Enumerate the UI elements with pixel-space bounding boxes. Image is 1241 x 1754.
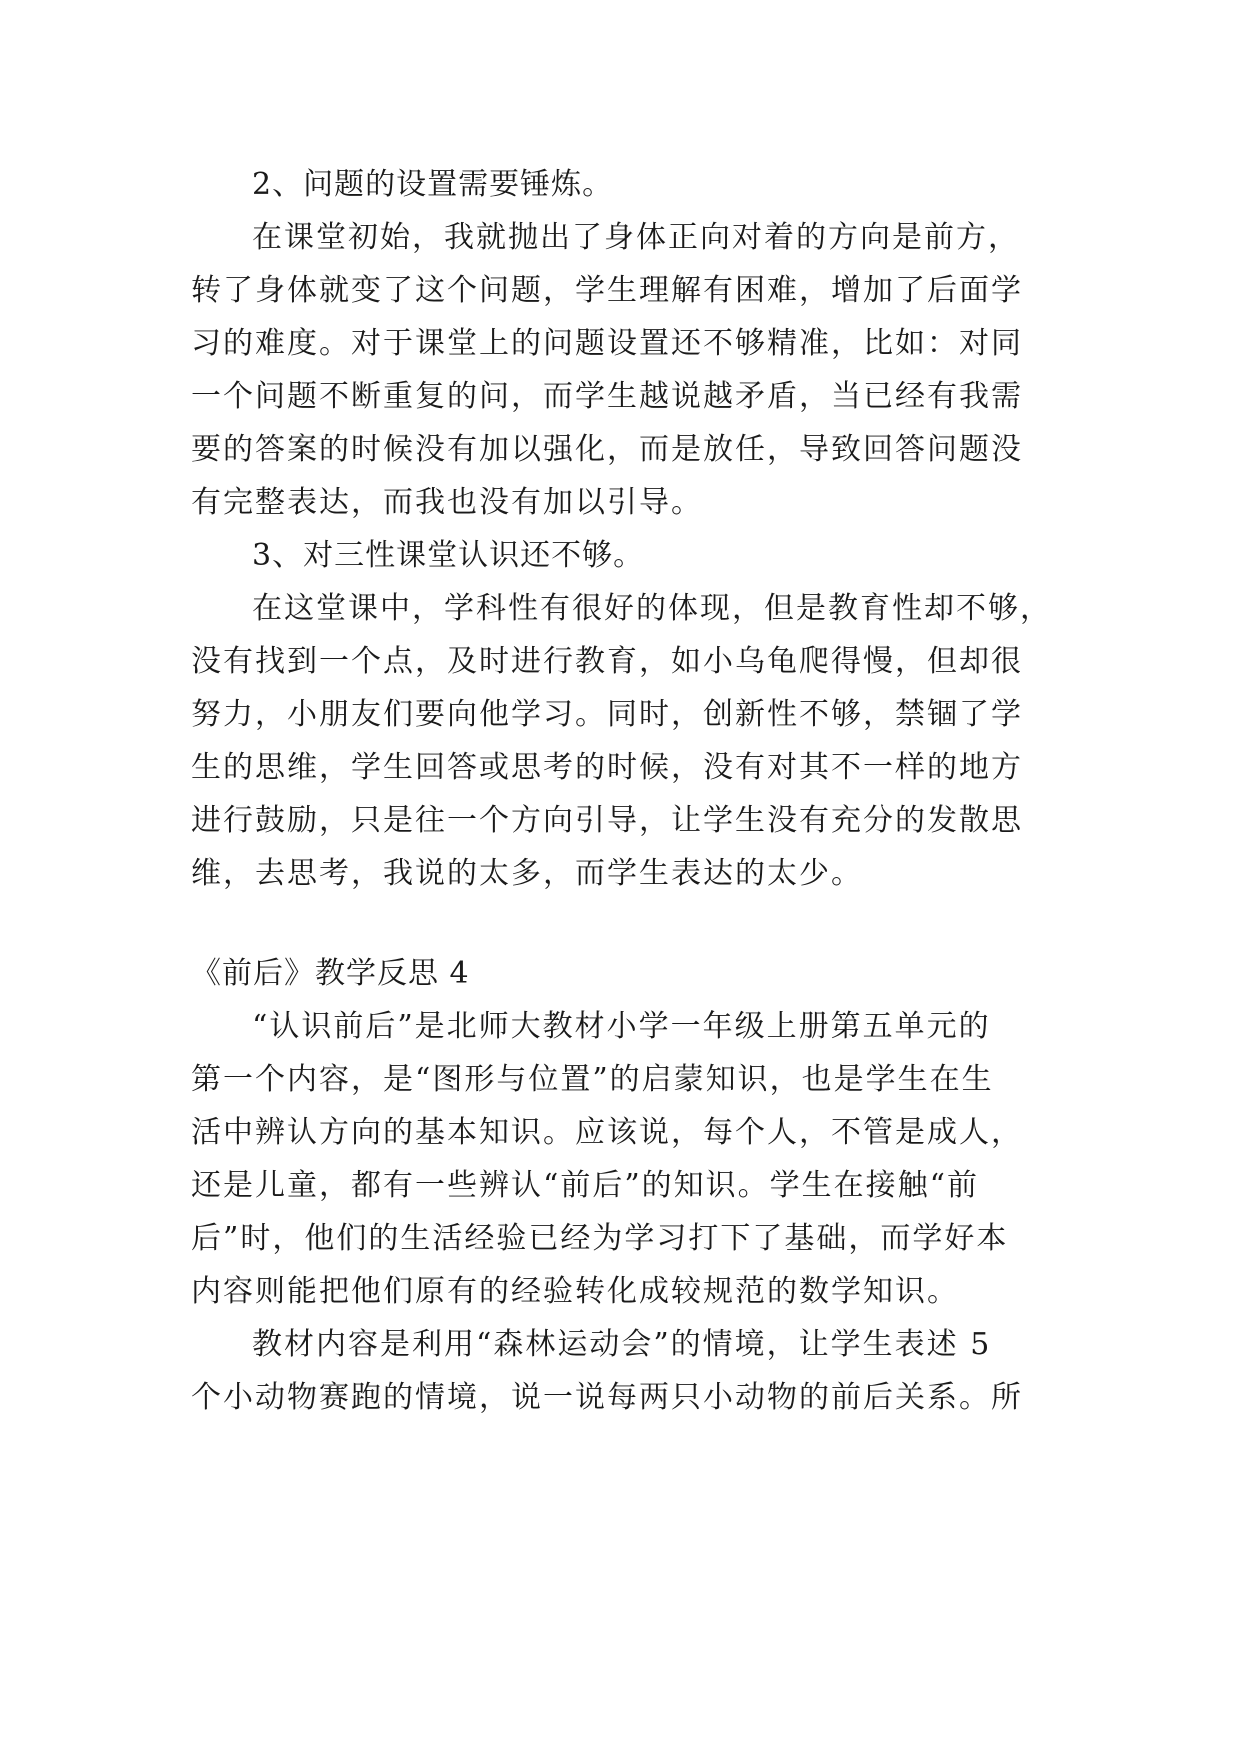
paragraph-line: 生的思维，学生回答或思考的时候，没有对其不一样的地方 (191, 750, 1023, 785)
paragraph-line: 后”时，他们的生活经验已经为学习打下了基础，而学好本 (191, 1221, 1009, 1256)
paragraph-line: 教材内容是利用“森林运动会”的情境，让学生表述 5 (252, 1327, 992, 1362)
document-title: 《前后》教学反思 4 (191, 956, 470, 991)
paragraph-line: 努力，小朋友们要向他学习。同时，创新性不够，禁锢了学 (191, 697, 1023, 732)
paragraph-line: 活中辨认方向的基本知识。应该说，每个人，不管是成人， (191, 1115, 1023, 1150)
section-heading-2: 2、问题的设置需要锤炼。 (252, 167, 614, 202)
paragraph-line: 一个问题不断重复的问，而学生越说越矛盾，当已经有我需 (191, 379, 1023, 414)
paragraph-line: 习的难度。对于课堂上的问题设置还不够精准，比如：对同 (191, 326, 1023, 361)
paragraph-line: 没有找到一个点，及时进行教育，如小乌龟爬得慢，但却很 (191, 644, 1023, 679)
paragraph-line: 内容则能把他们原有的经验转化成较规范的数学知识。 (191, 1274, 959, 1309)
paragraph-line: 在课堂初始，我就抛出了身体正向对着的方向是前方， (252, 220, 1020, 255)
paragraph-line: 在这堂课中，学科性有很好的体现，但是教育性却不够， (252, 591, 1052, 626)
paragraph-line: “认识前后”是北师大教材小学一年级上册第五单元的 (252, 1009, 991, 1044)
paragraph-line: 第一个内容，是“图形与位置”的启蒙知识，也是学生在生 (191, 1062, 994, 1097)
paragraph-line: 进行鼓励，只是往一个方向引导，让学生没有充分的发散思 (191, 803, 1023, 838)
paragraph-line: 个小动物赛跑的情境，说一说每两只小动物的前后关系。所 (191, 1380, 1023, 1415)
paragraph-line: 维，去思考，我说的太多，而学生表达的太少。 (191, 856, 863, 891)
section-heading-3: 3、对三性课堂认识还不够。 (252, 538, 645, 573)
paragraph-line: 转了身体就变了这个问题，学生理解有困难，增加了后面学 (191, 273, 1023, 308)
paragraph-line: 还是儿童，都有一些辨认“前后”的知识。学生在接触“前 (191, 1168, 980, 1203)
paragraph-line: 要的答案的时候没有加以强化，而是放任，导致回答问题没 (191, 432, 1023, 467)
paragraph-line: 有完整表达，而我也没有加以引导。 (191, 485, 703, 520)
